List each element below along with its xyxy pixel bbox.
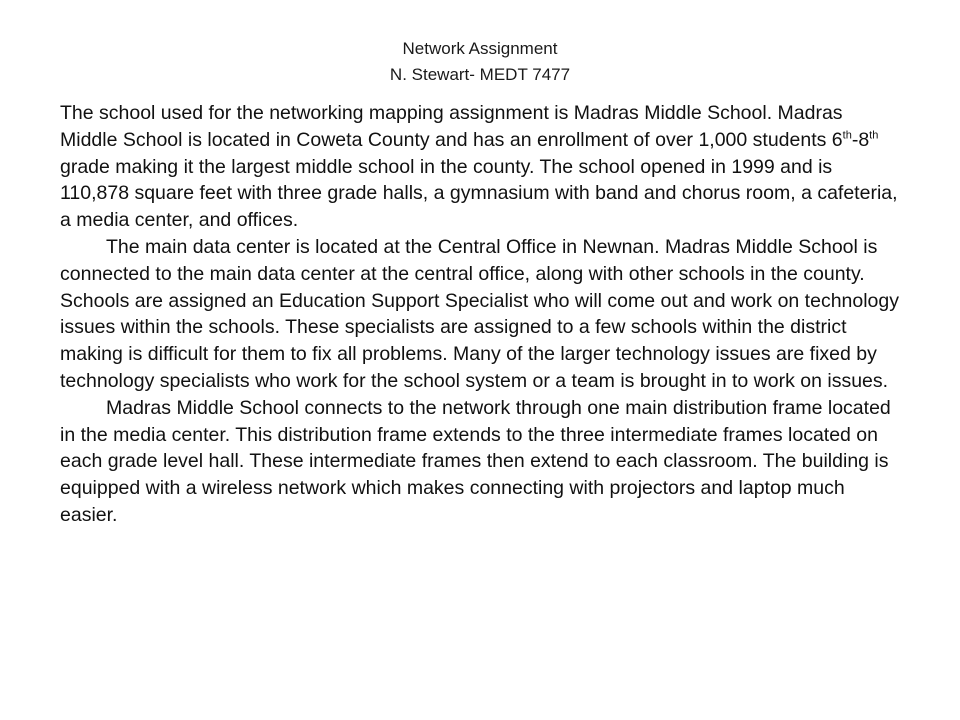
title-line-2: N. Stewart- MEDT 7477	[389, 65, 571, 84]
paragraph-data-center: The main data center is located at the Central Office in Newnan. Madras Middle School is connected to the main data center at the central office, along with other schools in the county. Schools are assigned an Education Support Specialist who will come out and work on technology issues within the schools. These specialists are assigned to a few schools within the district making is difficult for them to fix all problems. Many of the larger technology issues are fixed by technology specialists who work for the school system or a team is brought in to work on issues.	[60, 235, 899, 392]
slide-title	[0, 36, 960, 88]
paragraph-1-text-b: -8	[851, 128, 870, 151]
paragraph-school-overview	[60, 100, 902, 234]
body-text	[60, 100, 902, 529]
superscript-th-2: th	[869, 129, 879, 142]
paragraph-network-frames: Madras Middle School connects to the network through one main distribution frame located in the media center. This distribution frame extends to the three intermediate frames located on each grade level hall. These intermediate frames then extend to each classroom. The building is equipped with a wireless network which makes connecting with projectors and laptop much easier.	[60, 396, 891, 526]
paragraph-1-text-a: The school used for the networking mapping assignment is Madras Middle School. Madras Middle School is located in Coweta County and has an enrollment of over 1,000 students 6	[60, 102, 843, 151]
paragraph-1-text-c: grade making it the largest middle school in the county. The school opened in 1999 and is 110,878 square feet with three grade halls, a gymnasium with band and chorus room, a cafeteria, a media center, and offices.	[60, 155, 898, 232]
title-line-1: Network Assignment	[402, 39, 558, 58]
superscript-th-1: th	[842, 129, 852, 142]
